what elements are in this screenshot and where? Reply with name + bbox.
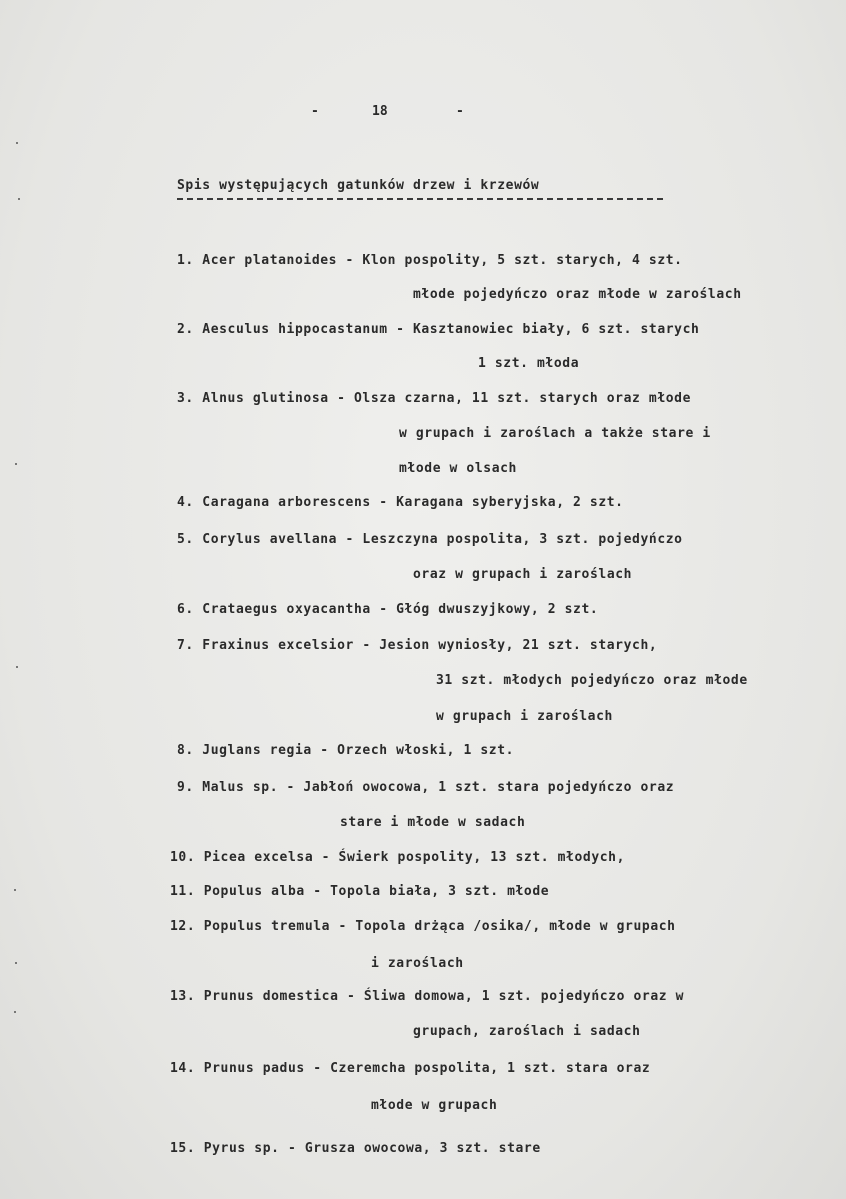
page-number: 18 <box>372 104 388 119</box>
entry-4-line-1: 4. Caragana arborescens - Karagana syberyjska, 2 szt. <box>177 495 624 510</box>
entry-3-line-1: 3. Alnus glutinosa - Olsza czarna, 11 szt. starych oraz młode <box>177 391 692 406</box>
header-dash-left: - <box>311 104 319 119</box>
entry-5-line-1: 5. Corylus avellana - Leszczyna pospolita, 3 szt. pojedyńczo <box>177 532 683 547</box>
header-dash-right: - <box>456 104 464 119</box>
margin-mark <box>14 1011 16 1013</box>
title-underline <box>177 198 663 202</box>
margin-mark <box>16 142 18 144</box>
entry-1-line-2: młode pojedyńczo oraz młode w zaroślach <box>413 287 742 302</box>
margin-mark <box>16 666 18 668</box>
entry-8-line-1: 8. Juglans regia - Orzech włoski, 1 szt. <box>177 743 515 758</box>
entry-12-line-1: 12. Populus tremula - Topola drżąca /osika/, młode w grupach <box>170 919 676 934</box>
entry-14-line-1: 14. Prunus padus - Czeremcha pospolita, 1 szt. stara oraz <box>170 1061 651 1076</box>
entry-11-line-1: 11. Populus alba - Topola biała, 3 szt. młode <box>170 884 550 899</box>
entry-7-line-1: 7. Fraxinus excelsior - Jesion wyniosły, 21 szt. starych, <box>177 638 658 653</box>
entry-3-line-3: młode w olsach <box>399 461 517 476</box>
entry-12-line-2: i zaroślach <box>371 956 464 971</box>
entry-9-line-2: stare i młode w sadach <box>340 815 526 830</box>
entry-9-line-1: 9. Malus sp. - Jabłoń owocowa, 1 szt. stara pojedyńczo oraz <box>177 780 675 795</box>
entry-7-line-3: w grupach i zaroślach <box>436 709 613 724</box>
entry-15-line-1: 15. Pyrus sp. - Grusza owocowa, 3 szt. stare <box>170 1141 541 1156</box>
margin-mark <box>15 962 17 964</box>
entry-2-line-2: 1 szt. młoda <box>478 356 580 371</box>
entry-1-line-1: 1. Acer platanoides - Klon pospolity, 5 szt. starych, 4 szt. <box>177 253 683 268</box>
margin-mark <box>18 198 20 200</box>
entry-7-line-2: 31 szt. młodych pojedyńczo oraz młode <box>436 673 748 688</box>
page-title: Spis występujących gatunków drzew i krzewów <box>177 178 540 193</box>
entry-3-line-2: w grupach i zaroślach a także stare i <box>399 426 711 441</box>
entry-6-line-1: 6. Crataegus oxyacantha - Głóg dwuszyjkowy, 2 szt. <box>177 602 599 617</box>
entry-13-line-1: 13. Prunus domestica - Śliwa domowa, 1 szt. pojedyńczo oraz w <box>170 989 685 1004</box>
entry-10-line-1: 10. Picea excelsa - Świerk pospolity, 13 szt. młodych, <box>170 850 626 865</box>
margin-mark <box>14 889 16 891</box>
entry-14-line-2: młode w grupach <box>371 1098 498 1113</box>
entry-5-line-2: oraz w grupach i zaroślach <box>413 567 633 582</box>
entry-2-line-1: 2. Aesculus hippocastanum - Kasztanowiec biały, 6 szt. starych <box>177 322 700 337</box>
entry-13-line-2: grupach, zaroślach i sadach <box>413 1024 641 1039</box>
margin-mark <box>15 463 17 465</box>
